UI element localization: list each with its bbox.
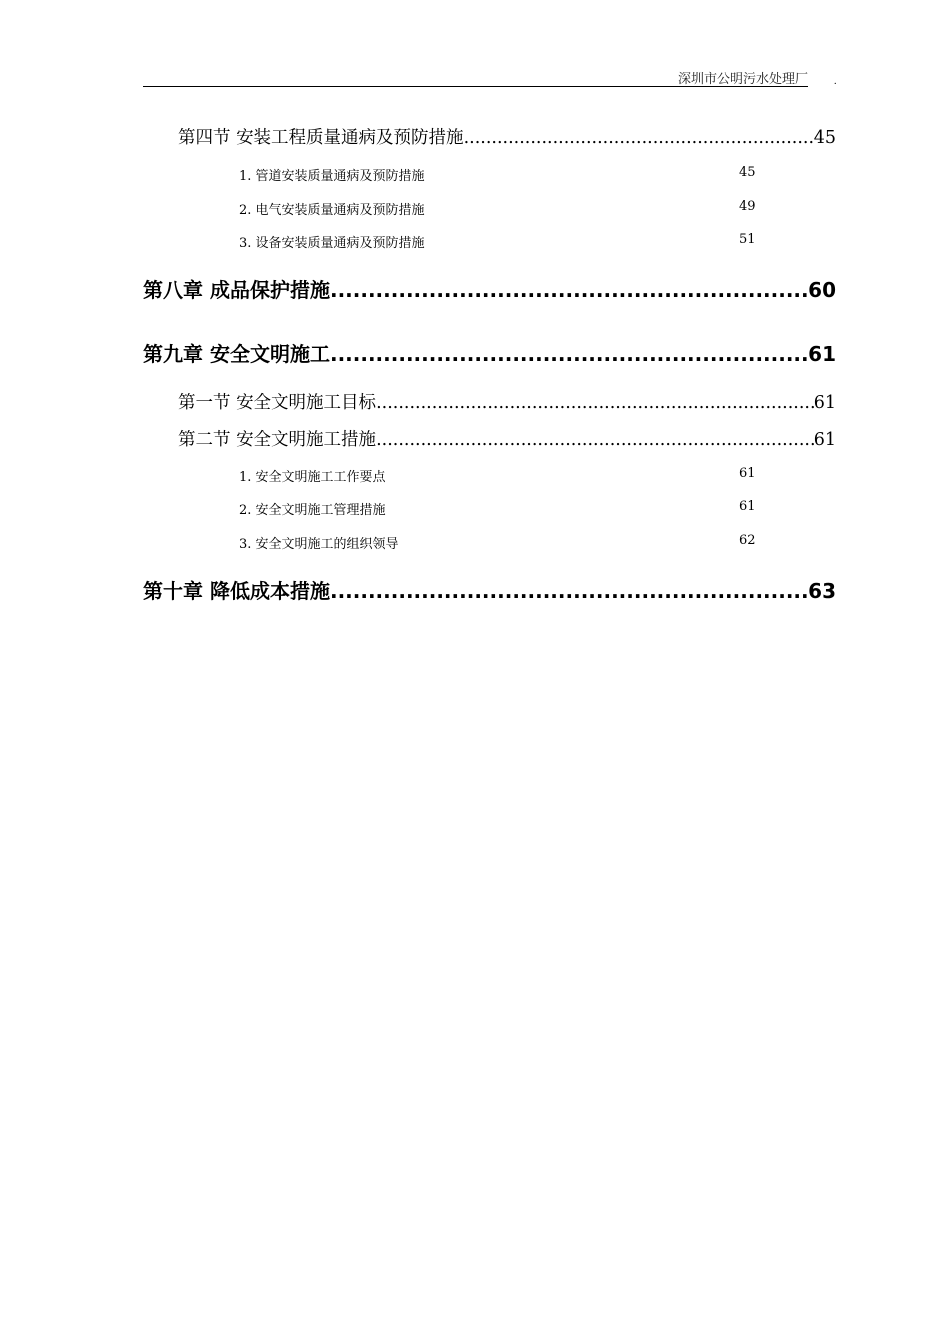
toc-entry-label: 1. 管道安装质量通病及预防措施 [239, 169, 425, 184]
toc-subentry[interactable] [239, 199, 759, 218]
toc-chapter-entry[interactable] [143, 338, 836, 367]
header-dot: . [834, 76, 837, 87]
toc-leader-dots [464, 128, 814, 148]
toc-chapter-entry[interactable] [143, 274, 836, 303]
toc-page-number: 45 [813, 128, 836, 148]
toc-entry-label: 3. 设备安装质量通病及预防措施 [239, 236, 425, 251]
toc-entry-label: 1. 安全文明施工工作要点 [239, 470, 386, 485]
toc-entry-label: 3. 安全文明施工的组织领导 [239, 537, 399, 552]
toc-leader-dots [330, 342, 808, 366]
toc-leader-dots [376, 430, 814, 450]
toc-entry-label: 2. 安全文明施工管理措施 [239, 503, 386, 518]
toc-entry-label: 第九章 安全文明施工 [143, 342, 330, 366]
toc-entry-label: 第四节 安装工程质量通病及预防措施 [178, 128, 464, 148]
toc-page-number: 63 [808, 579, 836, 603]
toc-page-number: 61 [813, 393, 836, 413]
toc-section-entry[interactable] [178, 124, 836, 149]
toc-subentry[interactable] [239, 232, 759, 251]
toc-page-number: 61 [813, 430, 836, 450]
header-rule [143, 86, 808, 87]
toc-entry-label: 第二节 安全文明施工措施 [178, 430, 377, 450]
toc-leader-dots [376, 393, 814, 413]
toc-chapter-entry[interactable] [143, 575, 836, 604]
toc-leader-dots [330, 278, 808, 302]
toc-page-number: 60 [808, 278, 836, 302]
toc-page-number: 49 [739, 199, 756, 214]
toc-entry-label: 第十章 降低成本措施 [143, 579, 330, 603]
toc-entry-label: 第一节 安全文明施工目标 [178, 393, 377, 413]
toc-page-number: 61 [739, 466, 756, 481]
toc-page-number: 45 [739, 165, 756, 180]
toc-subentry[interactable] [239, 466, 759, 485]
toc-subentry[interactable] [239, 499, 759, 518]
toc-page-number: 62 [739, 533, 756, 548]
toc-page-number: 51 [739, 232, 756, 247]
toc-subentry[interactable] [239, 533, 759, 552]
toc-page-number: 61 [739, 499, 756, 514]
toc-subentry[interactable] [239, 165, 759, 184]
toc-section-entry[interactable] [178, 426, 836, 451]
toc-leader-dots [330, 579, 808, 603]
running-header: 深圳市公明污水处理厂 [677, 72, 808, 87]
toc-section-entry[interactable] [178, 389, 836, 414]
toc-entry-label: 第八章 成品保护措施 [143, 278, 330, 302]
toc-page-number: 61 [808, 342, 836, 366]
toc-entry-label: 2. 电气安装质量通病及预防措施 [239, 203, 425, 218]
